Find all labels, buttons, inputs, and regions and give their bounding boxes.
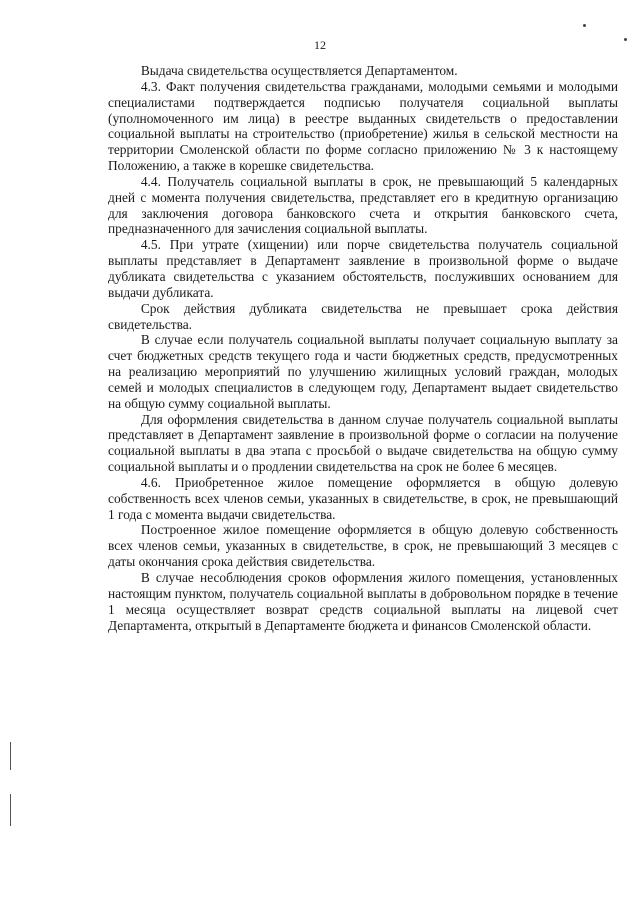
- page-number: 12: [314, 38, 326, 52]
- document-body: [108, 63, 618, 633]
- paragraph-budget-case: В случае если получатель социальной выплаты получает социальную выплату за счет бюджетных средств текущего года и части бюджетных средств, предусмотренных на реализацию мероприятий по улучшению жилищных условий граждан, молодых семей и молодых специалистов в следующем году, Департамент выдает свидетельство на общую сумму социальной выплаты.: [108, 332, 618, 411]
- paragraph-two-stage: Для оформления свидетельства в данном случае получатель социальной выплаты представляет в Департамент заявление в произвольной форме о согласии на получение социальной выплаты в два этапа с просьбой о выдаче свидетельства на общую сумму социальной выплаты и о продлении свидетельства на срок не более 6 месяцев.: [108, 411, 618, 475]
- paragraph-4-4: 4.4. Получатель социальной выплаты в срок, не превышающий 5 календарных дней с момента получения свидетельства, представляет его в кредитную организацию для заключения договора банковского счета и открытия банковского счета, предназначенного для зачисления социальной выплаты.: [108, 173, 618, 237]
- paragraph-refund: В случае несоблюдения сроков оформления жилого помещения, установленных настоящим пунктом, получатель социальной выплаты в добровольном порядке в течение 1 месяца осуществляет возврат средств социальной выплаты на лицевой счет Департамента, открытый в Департаменте бюджета и финансов Смоленской области.: [108, 570, 618, 633]
- scan-margin-mark: [10, 742, 11, 770]
- paragraph-4-6: 4.6. Приобретенное жилое помещение оформляется в общую долевую собственность всех членов семьи, указанных в свидетельстве, в срок, не превышающий 1 года с момента выдачи свидетельства.: [108, 474, 618, 522]
- scan-corner-mark: [624, 38, 627, 41]
- scan-margin-mark: [10, 794, 11, 826]
- scan-corner-mark: [583, 24, 586, 27]
- paragraph-built-housing: Построенное жилое помещение оформляется в общую долевую собственность всех членов семьи, указанных в свидетельстве, в срок, не превышающий 3 месяцев с даты окончания срока действия свидетельства.: [108, 522, 618, 570]
- paragraph-4-5: 4.5. При утрате (хищении) или порче свидетельства получатель социальной выплаты представляет в Департамент заявление в произвольной форме о выдаче дубликата свидетельства с указанием обстоятельств, послуживших основанием для выдачи дубликата.: [108, 237, 618, 300]
- paragraph-issuance: Выдача свидетельства осуществляется Департаментом.: [140, 63, 458, 78]
- paragraph-duplicate-term: Срок действия дубликата свидетельства не превышает срока действия свидетельства.: [108, 300, 618, 332]
- paragraph-4-3: 4.3. Факт получения свидетельства гражданами, молодыми семьями и молодыми специалистами подтверждается подписью получателя социальной выплаты (уполномоченного им лица) в реестре выданных свидетельств о предоставлении социальной выплаты на строительство (приобретение) жилья в сельской местности на территории Смоленской области по форме согласно приложению № 3 к настоящему Положению, а также в корешке свидетельства.: [108, 78, 618, 174]
